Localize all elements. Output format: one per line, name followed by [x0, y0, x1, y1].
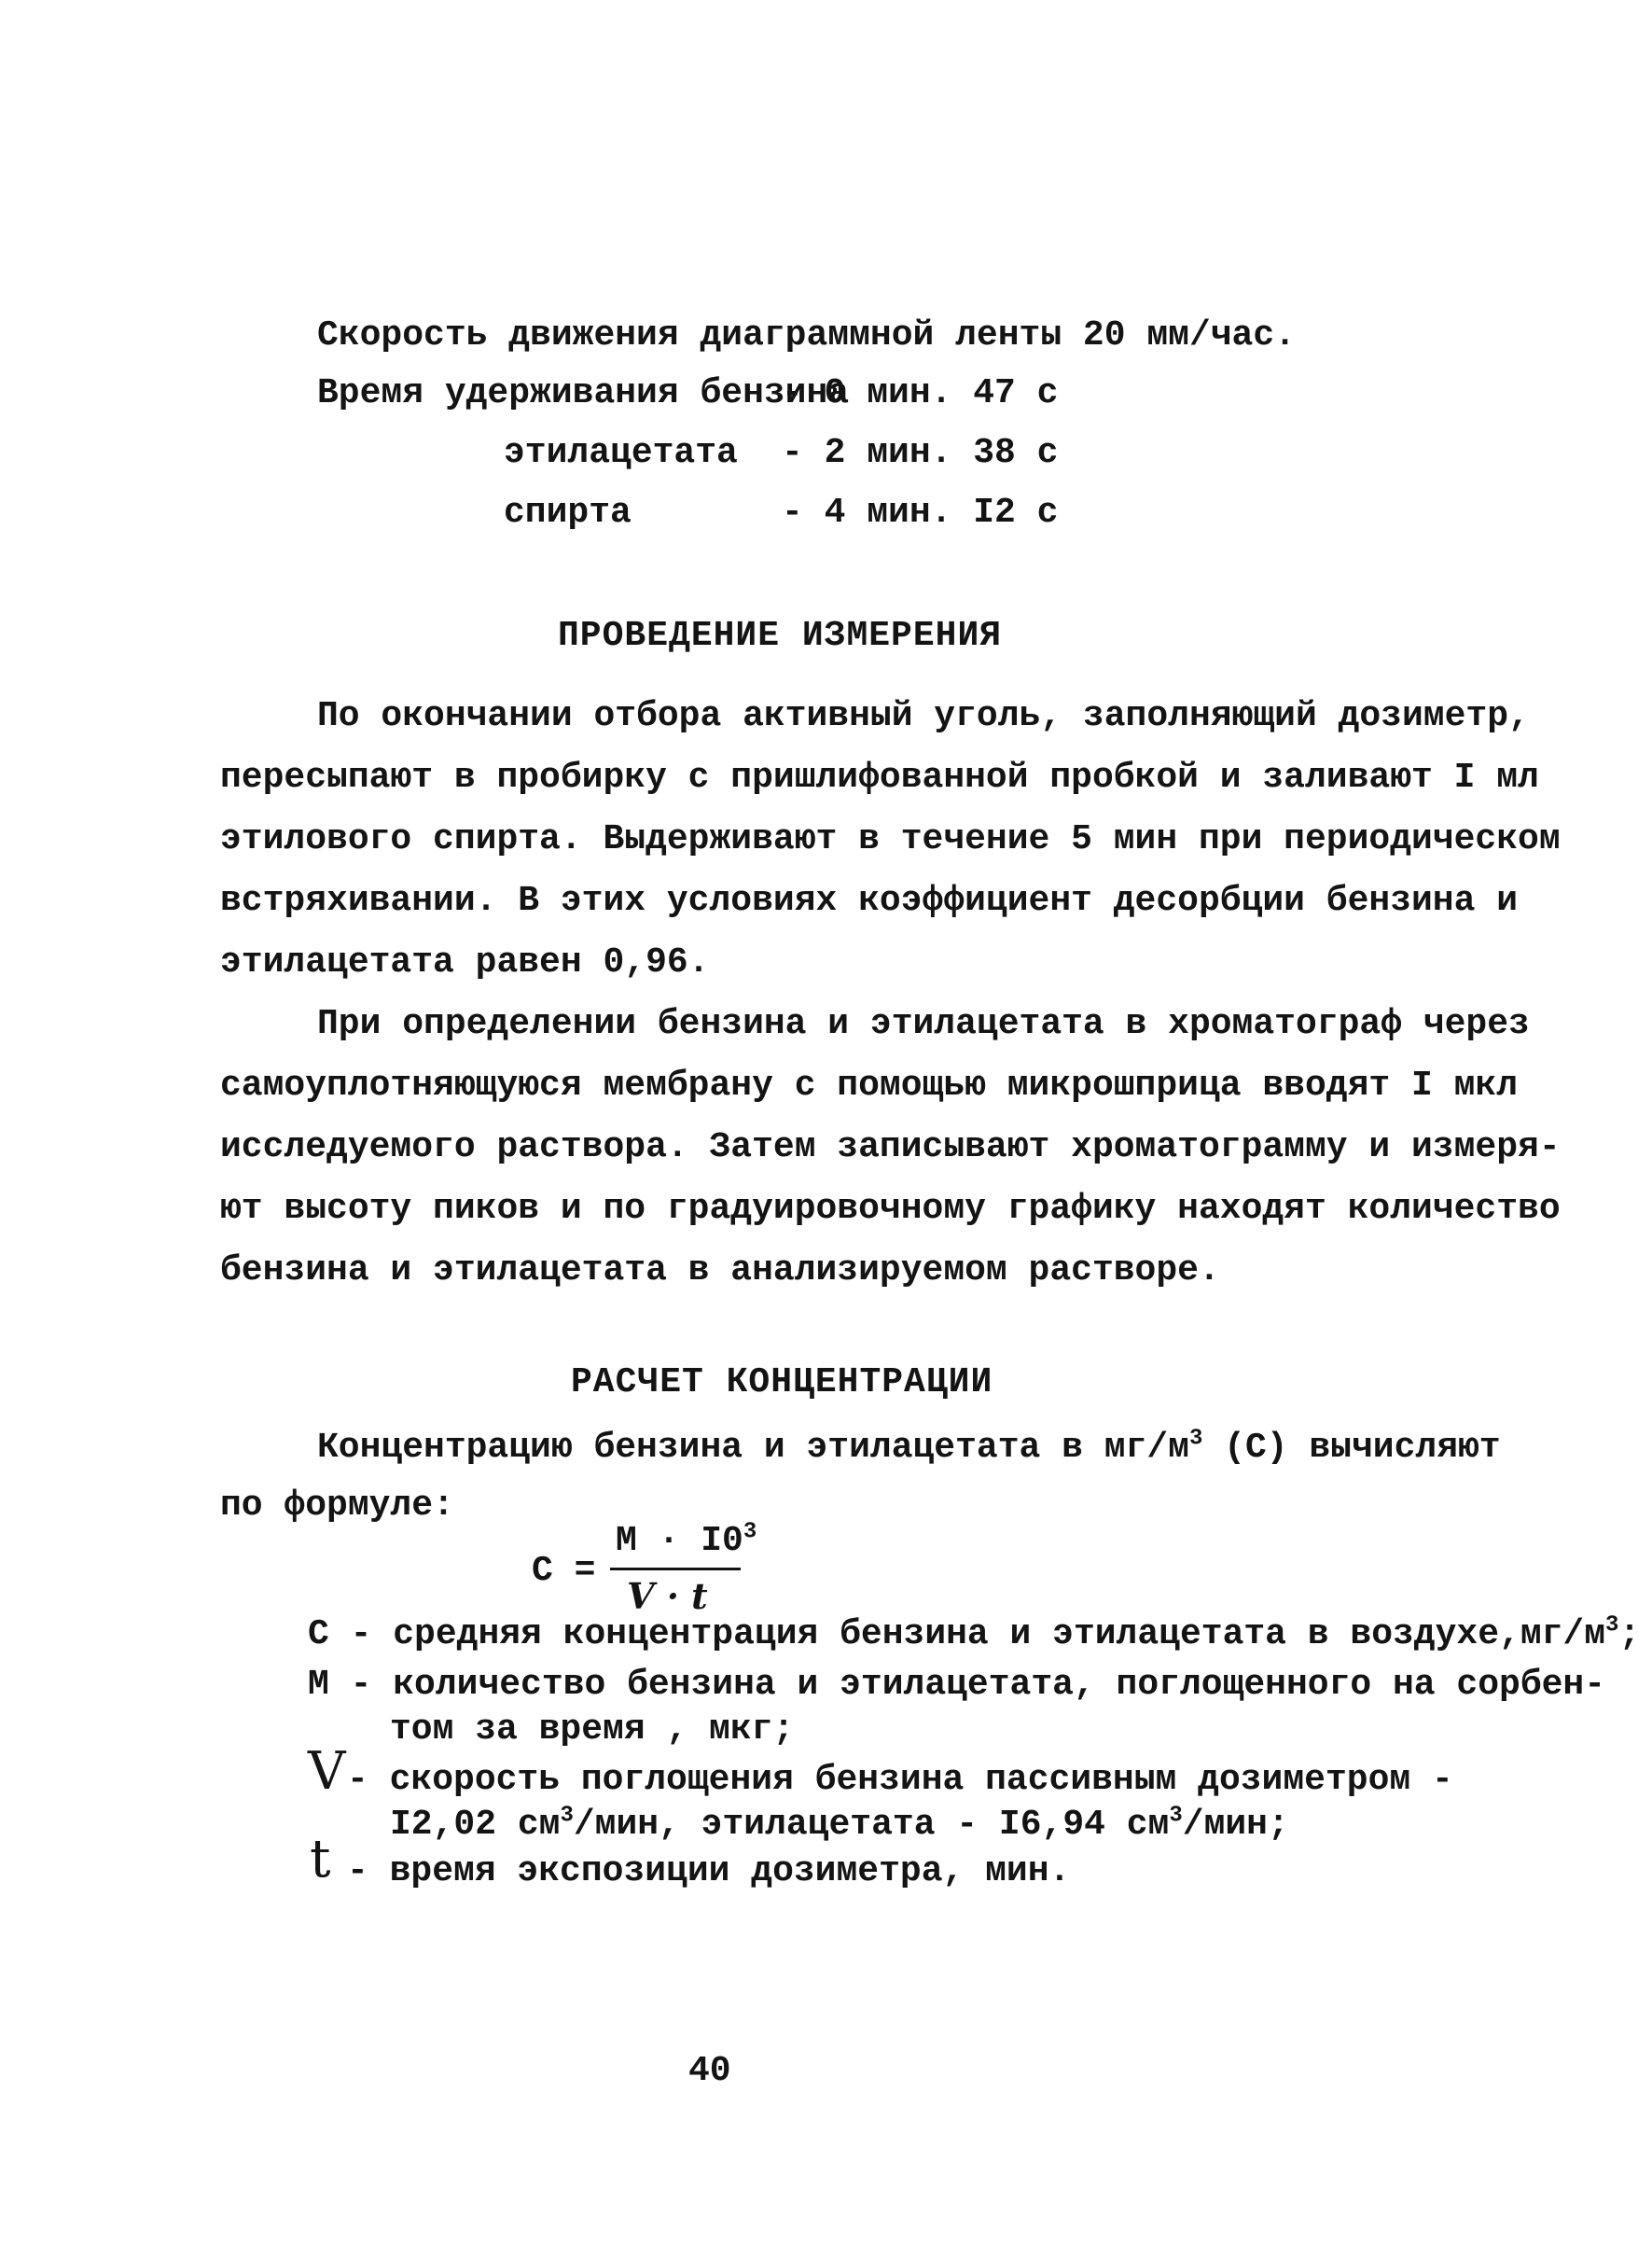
retention-value: - 2 мин. 38 с [782, 433, 1059, 473]
page-number: 40 [688, 2051, 731, 2091]
definition-m: М - количество бензина и этилацетата, поглощенного на сорбен- [308, 1665, 1606, 1705]
definition-t: - время экспозиции дозиметра, мин. [347, 1851, 1071, 1891]
definition-v: - скорость поглощения бензина пассивным дозиметром - [347, 1760, 1453, 1800]
paragraph-line: По окончании отбора активный уголь, заполняющий дозиметр, [317, 696, 1530, 736]
formula-denominator: V · t [627, 1575, 708, 1617]
retention-value: - 0 мин. 47 с [782, 373, 1059, 413]
retention-value: - 4 мин. I2 с [782, 493, 1059, 533]
paragraph-line: ют высоту пиков и по градуировочному графику находят количество [220, 1189, 1561, 1229]
definition-m-cont: том за время , мкг; [390, 1709, 795, 1750]
retention-name: этилацетата [504, 433, 738, 473]
formula-lhs: С = [532, 1551, 596, 1591]
definition-v-symbol: V [308, 1741, 346, 1802]
definition-c: С - средняя концентрация бензина и этилацетата в $воздухе,мг/м^3$; [308, 1612, 1641, 1654]
chart-speed-line: Скорость движения диаграммной ленты 20 мм/час. [317, 315, 1296, 356]
calculation-intro-line2: по формуле: [220, 1485, 454, 1526]
paragraph-line: встряхивании. В этих условиях коэффициент десорбции бензина и [220, 881, 1519, 921]
paragraph-line: исследуемого раствора. Затем записывают хроматограмму и измеря- [220, 1127, 1561, 1167]
retention-name: спирта [504, 493, 632, 533]
retention-intro: Время удерживания бензина [317, 373, 850, 413]
paragraph-line: бензина и этилацетата в анализируемом растворе. [220, 1250, 1220, 1290]
formula-numerator: $М \cdot I0^3$ [616, 1519, 757, 1561]
calculation-intro: Концентрацию бензина и этилацетата в $мг/м^3$ (С) вычисляют [317, 1426, 1501, 1468]
paragraph-line: этилового спирта. Выдерживают в течение 5 мин при периодическом [220, 819, 1561, 859]
definition-v-cont: I2,02 $см^3$/мин, этилацетата - I6,94 $см^3$/мин; [390, 1803, 1289, 1845]
concentration-formula [532, 1521, 774, 1624]
paragraph-line: пересыпают в пробирку с пришлифованной пробкой и заливают I мл [220, 758, 1539, 798]
measurement-heading: ПРОВЕДЕНИЕ ИЗМЕРЕНИЯ [558, 616, 1003, 656]
paragraph-line: этилацетата равен 0,96. [220, 942, 710, 983]
fraction-bar [610, 1568, 741, 1570]
definition-t-symbol: t [310, 1829, 331, 1889]
calculation-heading: РАСЧЕТ КОНЦЕНТРАЦИИ [571, 1362, 993, 1402]
paragraph-line: При определении бензина и этилацетата в хроматограф через [317, 1004, 1530, 1044]
paragraph-line: самоуплотняющуюся мембрану с помощью микрошприца вводят I мкл [220, 1066, 1519, 1106]
